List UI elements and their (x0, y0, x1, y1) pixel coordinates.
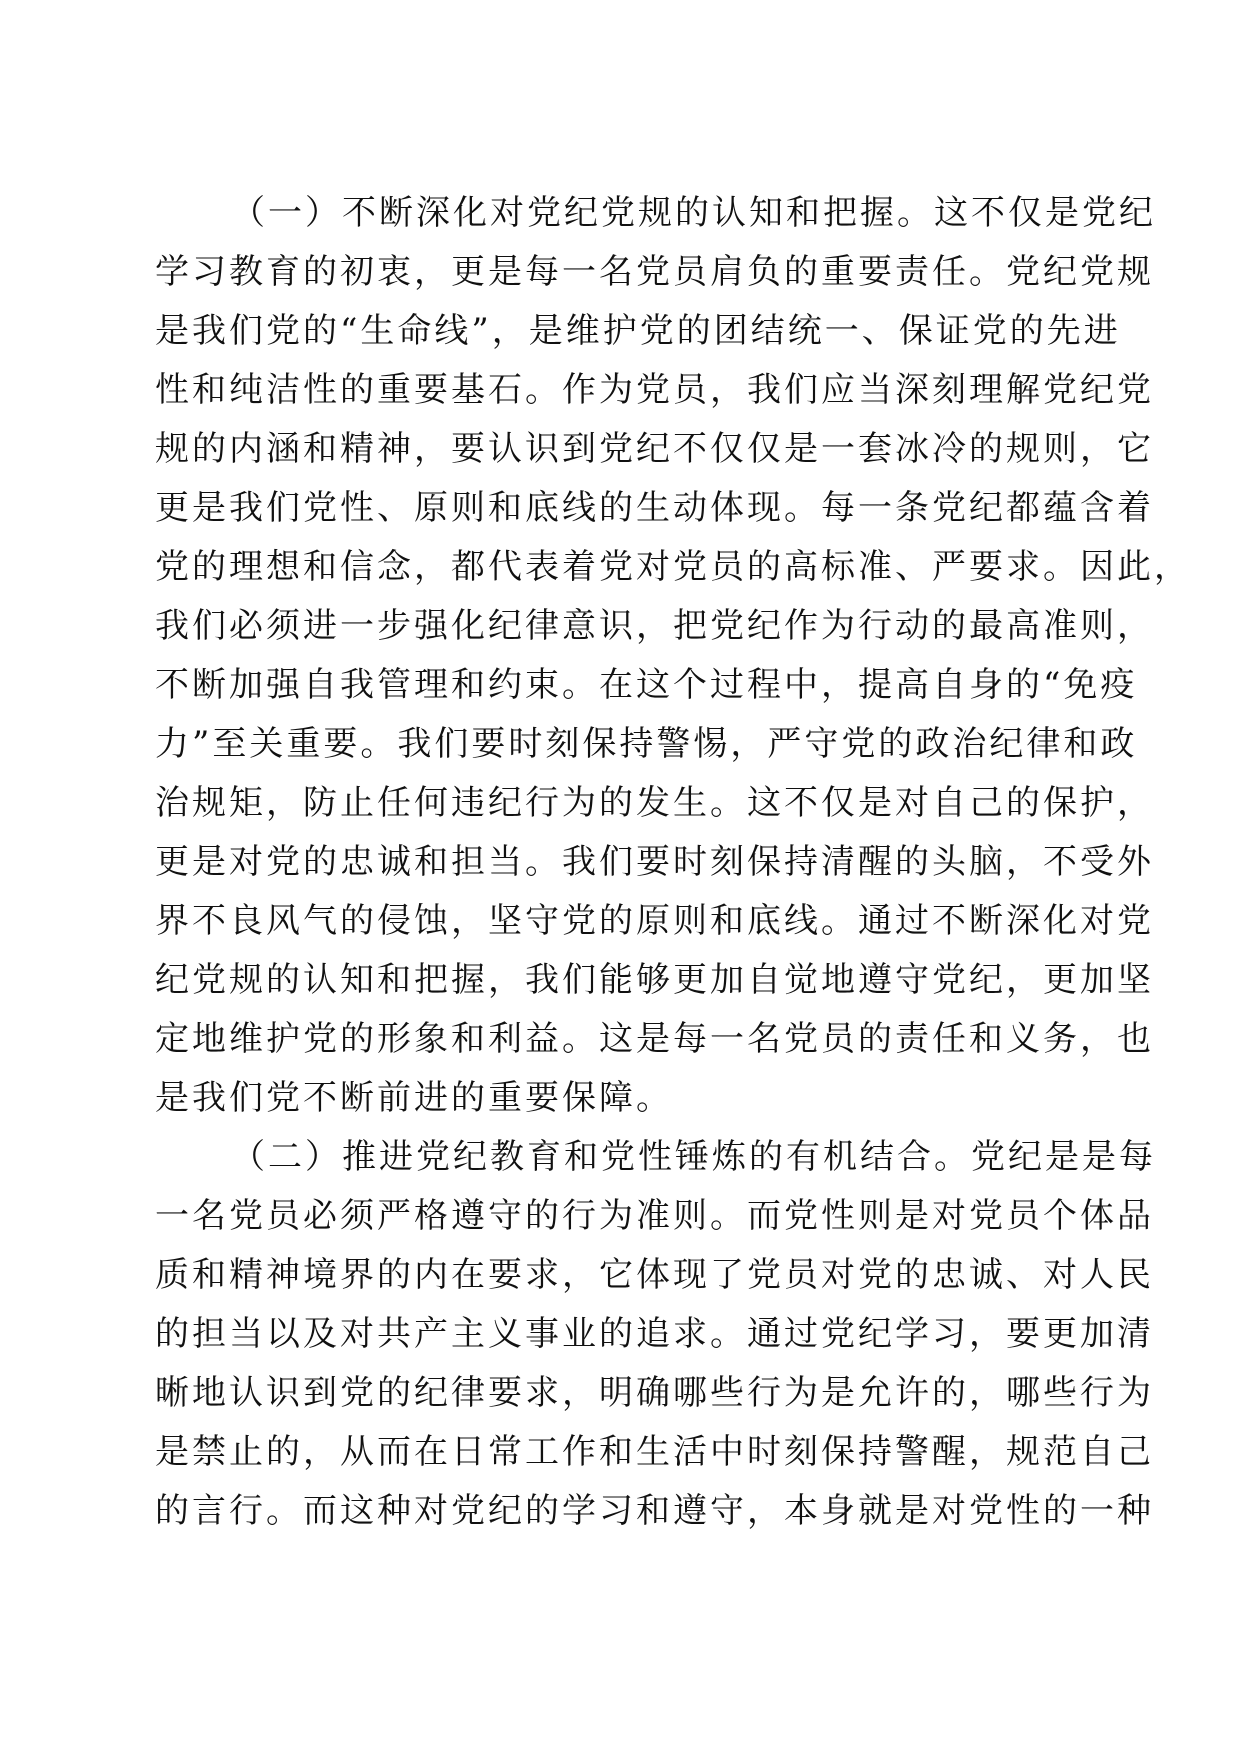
text-line: 的担当以及对共产主义事业的追求。通过党纪学习，要更加清 (155, 1314, 1154, 1354)
text-line: （二）推进党纪教育和党性锤炼的有机结合。党纪是是每 (231, 1137, 1156, 1177)
text-line: 更是对党的忠诚和担当。我们要时刻保持清醒的头脑，不受外 (155, 842, 1154, 882)
text-line: （一）不断深化对党纪党规的认知和把握。这不仅是党纪 (231, 193, 1156, 233)
text-line: 界不良风气的侵蚀，坚守党的原则和底线。通过不断深化对党 (155, 901, 1154, 941)
document-body (155, 184, 1191, 1541)
text-line: 纪党规的认知和把握，我们能够更加自觉地遵守党纪，更加坚 (155, 960, 1154, 1000)
text-line: 规的内涵和精神，要认识到党纪不仅仅是一套冰冷的规则，它 (155, 429, 1154, 469)
text-line: 是禁止的，从而在日常工作和生活中时刻保持警醒，规范自己 (155, 1432, 1154, 1472)
text-line: 质和精神境界的内在要求，它体现了党员对党的忠诚、对人民 (155, 1255, 1154, 1295)
text-line: 不断加强自我管理和约束。在这个过程中，提高自身的“免疫 (155, 665, 1138, 705)
paragraph-1 (155, 184, 1191, 1128)
text-line: 晰地认识到党的纪律要求，明确哪些行为是允许的，哪些行为 (155, 1373, 1154, 1413)
text-line: 更是我们党性、原则和底线的生动体现。每一条党纪都蕴含着 (155, 488, 1154, 528)
text-line: 性和纯洁性的重要基石。作为党员，我们应当深刻理解党纪党 (155, 370, 1154, 410)
text-line: 的言行。而这种对党纪的学习和遵守，本身就是对党性的一种 (155, 1491, 1154, 1531)
text-line: 一名党员必须严格遵守的行为准则。而党性则是对党员个体品 (155, 1196, 1154, 1236)
text-line: 定地维护党的形象和利益。这是每一名党员的责任和义务，也 (155, 1019, 1154, 1059)
text-line: 我们必须进一步强化纪律意识，把党纪作为行动的最高准则， (155, 606, 1154, 646)
paragraph-2 (155, 1128, 1156, 1541)
text-line: 学习教育的初衷，更是每一名党员肩负的重要责任。党纪党规 (155, 252, 1154, 292)
text-line: 治规矩，防止任何违纪行为的发生。这不仅是对自己的保护， (155, 783, 1154, 823)
text-line: 力”至关重要。我们要时刻保持警惕，严守党的政治纪律和政 (155, 724, 1138, 764)
text-line: 是我们党不断前进的重要保障。 (155, 1078, 673, 1118)
text-line: 是我们党的“生命线”，是维护党的团结统一、保证党的先进 (155, 311, 1121, 351)
text-line: 党的理想和信念，都代表着党对党员的高标准、严要求。因此， (155, 547, 1191, 587)
